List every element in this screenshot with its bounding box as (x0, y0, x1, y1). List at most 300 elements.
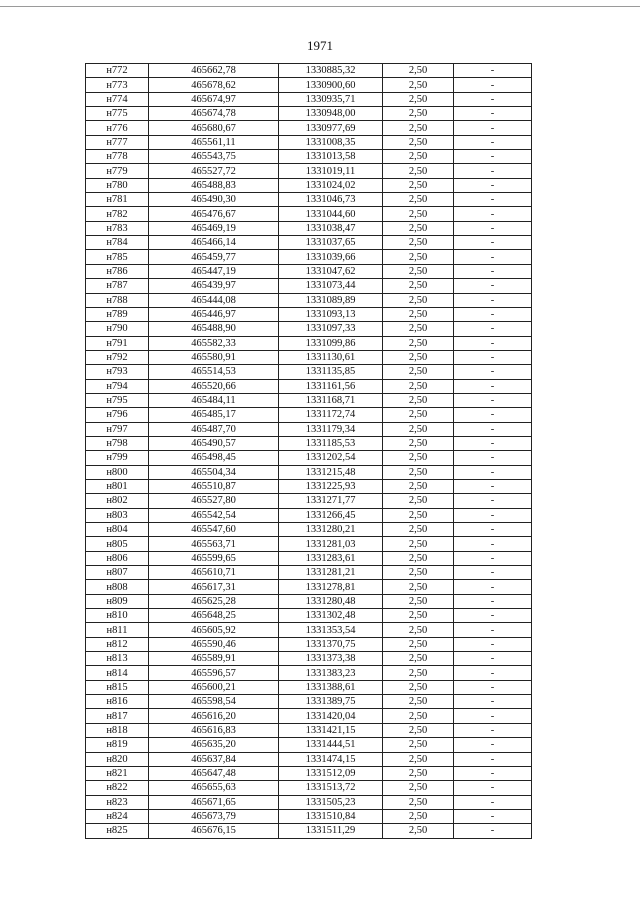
point-id-cell: н800 (86, 465, 149, 479)
x-coordinate-cell: 465637,84 (149, 752, 279, 766)
y-coordinate-cell: 1331373,38 (279, 652, 383, 666)
point-id-cell: н785 (86, 250, 149, 264)
accuracy-cell: 2,50 (383, 336, 454, 350)
y-coordinate-cell: 1331099,86 (279, 336, 383, 350)
description-cell: - (454, 652, 532, 666)
table-row (86, 293, 532, 307)
description-cell: - (454, 279, 532, 293)
x-coordinate-cell: 465476,67 (149, 207, 279, 221)
table-row (86, 824, 532, 838)
table-row (86, 465, 532, 479)
point-id-cell: н773 (86, 78, 149, 92)
x-coordinate-cell: 465610,71 (149, 566, 279, 580)
description-cell: - (454, 121, 532, 135)
table-row (86, 365, 532, 379)
point-id-cell: н789 (86, 307, 149, 321)
table-row (86, 566, 532, 580)
table-row (86, 594, 532, 608)
y-coordinate-cell: 1330977,69 (279, 121, 383, 135)
y-coordinate-cell: 1331161,56 (279, 379, 383, 393)
table-row (86, 623, 532, 637)
accuracy-cell: 2,50 (383, 121, 454, 135)
accuracy-cell: 2,50 (383, 680, 454, 694)
y-coordinate-cell: 1331281,21 (279, 566, 383, 580)
x-coordinate-cell: 465563,71 (149, 537, 279, 551)
y-coordinate-cell: 1331039,66 (279, 250, 383, 264)
accuracy-cell: 2,50 (383, 150, 454, 164)
y-coordinate-cell: 1331511,29 (279, 824, 383, 838)
point-id-cell: н796 (86, 408, 149, 422)
description-cell: - (454, 824, 532, 838)
accuracy-cell: 2,50 (383, 809, 454, 823)
table-row (86, 537, 532, 551)
accuracy-cell: 2,50 (383, 580, 454, 594)
point-id-cell: н788 (86, 293, 149, 307)
table-row (86, 107, 532, 121)
point-id-cell: н809 (86, 594, 149, 608)
x-coordinate-cell: 465504,34 (149, 465, 279, 479)
accuracy-cell: 2,50 (383, 824, 454, 838)
table-row (86, 695, 532, 709)
description-cell: - (454, 193, 532, 207)
accuracy-cell: 2,50 (383, 623, 454, 637)
point-id-cell: н793 (86, 365, 149, 379)
description-cell: - (454, 350, 532, 364)
table-row (86, 336, 532, 350)
x-coordinate-cell: 465676,15 (149, 824, 279, 838)
x-coordinate-cell: 465485,17 (149, 408, 279, 422)
accuracy-cell: 2,50 (383, 594, 454, 608)
accuracy-cell: 2,50 (383, 752, 454, 766)
y-coordinate-cell: 1331097,33 (279, 322, 383, 336)
y-coordinate-cell: 1331280,21 (279, 523, 383, 537)
point-id-cell: н818 (86, 723, 149, 737)
x-coordinate-cell: 465469,19 (149, 221, 279, 235)
point-id-cell: н824 (86, 809, 149, 823)
point-id-cell: н804 (86, 523, 149, 537)
y-coordinate-cell: 1331135,85 (279, 365, 383, 379)
table-row (86, 795, 532, 809)
description-cell: - (454, 293, 532, 307)
point-id-cell: н786 (86, 264, 149, 278)
x-coordinate-cell: 465543,75 (149, 150, 279, 164)
point-id-cell: н791 (86, 336, 149, 350)
table-row (86, 752, 532, 766)
x-coordinate-cell: 465510,87 (149, 479, 279, 493)
y-coordinate-cell: 1331278,81 (279, 580, 383, 594)
table-row (86, 666, 532, 680)
y-coordinate-cell: 1331383,23 (279, 666, 383, 680)
accuracy-cell: 2,50 (383, 178, 454, 192)
description-cell: - (454, 322, 532, 336)
x-coordinate-cell: 465655,63 (149, 781, 279, 795)
accuracy-cell: 2,50 (383, 64, 454, 78)
x-coordinate-cell: 465459,77 (149, 250, 279, 264)
description-cell: - (454, 537, 532, 551)
table-row (86, 307, 532, 321)
point-id-cell: н801 (86, 479, 149, 493)
accuracy-cell: 2,50 (383, 551, 454, 565)
description-cell: - (454, 379, 532, 393)
table-row (86, 479, 532, 493)
x-coordinate-cell: 465678,62 (149, 78, 279, 92)
x-coordinate-cell: 465527,72 (149, 164, 279, 178)
x-coordinate-cell: 465490,30 (149, 193, 279, 207)
accuracy-cell: 2,50 (383, 566, 454, 580)
description-cell: - (454, 92, 532, 106)
description-cell: - (454, 264, 532, 278)
y-coordinate-cell: 1331444,51 (279, 738, 383, 752)
description-cell: - (454, 365, 532, 379)
point-id-cell: н822 (86, 781, 149, 795)
point-id-cell: н806 (86, 551, 149, 565)
description-cell: - (454, 422, 532, 436)
y-coordinate-cell: 1331202,54 (279, 451, 383, 465)
x-coordinate-cell: 465487,70 (149, 422, 279, 436)
description-cell: - (454, 78, 532, 92)
y-coordinate-cell: 1331389,75 (279, 695, 383, 709)
point-id-cell: н792 (86, 350, 149, 364)
point-id-cell: н774 (86, 92, 149, 106)
y-coordinate-cell: 1331215,48 (279, 465, 383, 479)
description-cell: - (454, 164, 532, 178)
x-coordinate-cell: 465600,21 (149, 680, 279, 694)
point-id-cell: н808 (86, 580, 149, 594)
description-cell: - (454, 451, 532, 465)
table-row (86, 451, 532, 465)
y-coordinate-cell: 1331130,61 (279, 350, 383, 364)
table-row (86, 809, 532, 823)
x-coordinate-cell: 465444,08 (149, 293, 279, 307)
table-row (86, 408, 532, 422)
x-coordinate-cell: 465547,60 (149, 523, 279, 537)
table-row (86, 350, 532, 364)
x-coordinate-cell: 465520,66 (149, 379, 279, 393)
x-coordinate-cell: 465490,57 (149, 436, 279, 450)
description-cell: - (454, 135, 532, 149)
description-cell: - (454, 408, 532, 422)
accuracy-cell: 2,50 (383, 523, 454, 537)
x-coordinate-cell: 465590,46 (149, 637, 279, 651)
description-cell: - (454, 695, 532, 709)
x-coordinate-cell: 465662,78 (149, 64, 279, 78)
description-cell: - (454, 523, 532, 537)
description-cell: - (454, 752, 532, 766)
description-cell: - (454, 250, 532, 264)
table-row (86, 551, 532, 565)
accuracy-cell: 2,50 (383, 92, 454, 106)
point-id-cell: н781 (86, 193, 149, 207)
x-coordinate-cell: 465580,91 (149, 350, 279, 364)
table-row (86, 393, 532, 407)
y-coordinate-cell: 1331019,11 (279, 164, 383, 178)
accuracy-cell: 2,50 (383, 236, 454, 250)
accuracy-cell: 2,50 (383, 637, 454, 651)
description-cell: - (454, 178, 532, 192)
point-id-cell: н780 (86, 178, 149, 192)
point-id-cell: н816 (86, 695, 149, 709)
y-coordinate-cell: 1331073,44 (279, 279, 383, 293)
point-id-cell: н778 (86, 150, 149, 164)
x-coordinate-cell: 465616,20 (149, 709, 279, 723)
description-cell: - (454, 781, 532, 795)
accuracy-cell: 2,50 (383, 465, 454, 479)
description-cell: - (454, 551, 532, 565)
table-row (86, 178, 532, 192)
x-coordinate-cell: 465439,97 (149, 279, 279, 293)
point-id-cell: н803 (86, 508, 149, 522)
point-id-cell: н784 (86, 236, 149, 250)
table-row (86, 150, 532, 164)
table-row (86, 121, 532, 135)
accuracy-cell: 2,50 (383, 494, 454, 508)
table-row (86, 92, 532, 106)
description-cell: - (454, 623, 532, 637)
accuracy-cell: 2,50 (383, 264, 454, 278)
y-coordinate-cell: 1331388,61 (279, 680, 383, 694)
x-coordinate-cell: 465647,48 (149, 766, 279, 780)
accuracy-cell: 2,50 (383, 479, 454, 493)
point-id-cell: н814 (86, 666, 149, 680)
x-coordinate-cell: 465648,25 (149, 609, 279, 623)
accuracy-cell: 2,50 (383, 451, 454, 465)
point-id-cell: н799 (86, 451, 149, 465)
description-cell: - (454, 795, 532, 809)
x-coordinate-cell: 465561,11 (149, 135, 279, 149)
description-cell: - (454, 150, 532, 164)
x-coordinate-cell: 465582,33 (149, 336, 279, 350)
x-coordinate-cell: 465596,57 (149, 666, 279, 680)
accuracy-cell: 2,50 (383, 508, 454, 522)
accuracy-cell: 2,50 (383, 250, 454, 264)
description-cell: - (454, 465, 532, 479)
y-coordinate-cell: 1331046,73 (279, 193, 383, 207)
point-id-cell: н807 (86, 566, 149, 580)
description-cell: - (454, 637, 532, 651)
table-row (86, 580, 532, 594)
x-coordinate-cell: 465488,83 (149, 178, 279, 192)
accuracy-cell: 2,50 (383, 322, 454, 336)
y-coordinate-cell: 1331093,13 (279, 307, 383, 321)
x-coordinate-cell: 465484,11 (149, 393, 279, 407)
accuracy-cell: 2,50 (383, 795, 454, 809)
table-row (86, 279, 532, 293)
x-coordinate-cell: 465598,54 (149, 695, 279, 709)
description-cell: - (454, 336, 532, 350)
table-row (86, 508, 532, 522)
y-coordinate-cell: 1331013,58 (279, 150, 383, 164)
x-coordinate-cell: 465616,83 (149, 723, 279, 737)
description-cell: - (454, 566, 532, 580)
point-id-cell: н779 (86, 164, 149, 178)
x-coordinate-cell: 465488,90 (149, 322, 279, 336)
accuracy-cell: 2,50 (383, 723, 454, 737)
table-row (86, 709, 532, 723)
point-id-cell: н782 (86, 207, 149, 221)
y-coordinate-cell: 1331370,75 (279, 637, 383, 651)
point-id-cell: н795 (86, 393, 149, 407)
accuracy-cell: 2,50 (383, 766, 454, 780)
description-cell: - (454, 680, 532, 694)
description-cell: - (454, 221, 532, 235)
y-coordinate-cell: 1331168,71 (279, 393, 383, 407)
point-id-cell: н821 (86, 766, 149, 780)
y-coordinate-cell: 1331044,60 (279, 207, 383, 221)
y-coordinate-cell: 1331172,74 (279, 408, 383, 422)
table-row (86, 250, 532, 264)
table-row (86, 652, 532, 666)
accuracy-cell: 2,50 (383, 379, 454, 393)
y-coordinate-cell: 1331266,45 (279, 508, 383, 522)
table-row (86, 723, 532, 737)
x-coordinate-cell: 465466,14 (149, 236, 279, 250)
page-number: 1971 (307, 38, 333, 53)
point-id-cell: н783 (86, 221, 149, 235)
x-coordinate-cell: 465589,91 (149, 652, 279, 666)
description-cell: - (454, 107, 532, 121)
table-row (86, 236, 532, 250)
x-coordinate-cell: 465446,97 (149, 307, 279, 321)
description-cell: - (454, 307, 532, 321)
description-cell: - (454, 508, 532, 522)
top-rule (0, 6, 640, 7)
x-coordinate-cell: 465635,20 (149, 738, 279, 752)
accuracy-cell: 2,50 (383, 738, 454, 752)
accuracy-cell: 2,50 (383, 78, 454, 92)
table-row (86, 207, 532, 221)
table-row (86, 738, 532, 752)
y-coordinate-cell: 1331271,77 (279, 494, 383, 508)
y-coordinate-cell: 1331512,09 (279, 766, 383, 780)
description-cell: - (454, 766, 532, 780)
description-cell: - (454, 723, 532, 737)
description-cell: - (454, 479, 532, 493)
y-coordinate-cell: 1330900,60 (279, 78, 383, 92)
x-coordinate-cell: 465674,78 (149, 107, 279, 121)
y-coordinate-cell: 1331353,54 (279, 623, 383, 637)
point-id-cell: н812 (86, 637, 149, 651)
accuracy-cell: 2,50 (383, 422, 454, 436)
accuracy-cell: 2,50 (383, 164, 454, 178)
accuracy-cell: 2,50 (383, 709, 454, 723)
x-coordinate-cell: 465514,53 (149, 365, 279, 379)
point-id-cell: н820 (86, 752, 149, 766)
point-id-cell: н805 (86, 537, 149, 551)
x-coordinate-cell: 465447,19 (149, 264, 279, 278)
y-coordinate-cell: 1331185,53 (279, 436, 383, 450)
table-row (86, 322, 532, 336)
accuracy-cell: 2,50 (383, 135, 454, 149)
y-coordinate-cell: 1331037,65 (279, 236, 383, 250)
point-id-cell: н815 (86, 680, 149, 694)
y-coordinate-cell: 1331038,47 (279, 221, 383, 235)
description-cell: - (454, 809, 532, 823)
description-cell: - (454, 393, 532, 407)
description-cell: - (454, 666, 532, 680)
x-coordinate-cell: 465498,45 (149, 451, 279, 465)
point-id-cell: н817 (86, 709, 149, 723)
y-coordinate-cell: 1331225,93 (279, 479, 383, 493)
table-row (86, 766, 532, 780)
description-cell: - (454, 494, 532, 508)
x-coordinate-cell: 465527,80 (149, 494, 279, 508)
accuracy-cell: 2,50 (383, 695, 454, 709)
y-coordinate-cell: 1331047,62 (279, 264, 383, 278)
y-coordinate-cell: 1331281,03 (279, 537, 383, 551)
table-row (86, 436, 532, 450)
y-coordinate-cell: 1331474,15 (279, 752, 383, 766)
y-coordinate-cell: 1331505,23 (279, 795, 383, 809)
accuracy-cell: 2,50 (383, 293, 454, 307)
table-row (86, 523, 532, 537)
x-coordinate-cell: 465617,31 (149, 580, 279, 594)
point-id-cell: н798 (86, 436, 149, 450)
point-id-cell: н797 (86, 422, 149, 436)
coordinates-table (85, 63, 532, 839)
x-coordinate-cell: 465599,65 (149, 551, 279, 565)
table-row (86, 680, 532, 694)
description-cell: - (454, 207, 532, 221)
accuracy-cell: 2,50 (383, 393, 454, 407)
y-coordinate-cell: 1331024,02 (279, 178, 383, 192)
y-coordinate-cell: 1331179,34 (279, 422, 383, 436)
x-coordinate-cell: 465605,92 (149, 623, 279, 637)
accuracy-cell: 2,50 (383, 666, 454, 680)
table-row (86, 221, 532, 235)
x-coordinate-cell: 465542,54 (149, 508, 279, 522)
y-coordinate-cell: 1330885,32 (279, 64, 383, 78)
description-cell: - (454, 609, 532, 623)
point-id-cell: н775 (86, 107, 149, 121)
table-row (86, 164, 532, 178)
y-coordinate-cell: 1331513,72 (279, 781, 383, 795)
y-coordinate-cell: 1331008,35 (279, 135, 383, 149)
accuracy-cell: 2,50 (383, 365, 454, 379)
x-coordinate-cell: 465674,97 (149, 92, 279, 106)
accuracy-cell: 2,50 (383, 537, 454, 551)
accuracy-cell: 2,50 (383, 207, 454, 221)
y-coordinate-cell: 1331302,48 (279, 609, 383, 623)
point-id-cell: н810 (86, 609, 149, 623)
point-id-cell: н802 (86, 494, 149, 508)
table-row (86, 637, 532, 651)
point-id-cell: н776 (86, 121, 149, 135)
x-coordinate-cell: 465673,79 (149, 809, 279, 823)
point-id-cell: н825 (86, 824, 149, 838)
description-cell: - (454, 594, 532, 608)
accuracy-cell: 2,50 (383, 350, 454, 364)
accuracy-cell: 2,50 (383, 221, 454, 235)
description-cell: - (454, 738, 532, 752)
y-coordinate-cell: 1331510,84 (279, 809, 383, 823)
table-row (86, 78, 532, 92)
point-id-cell: н823 (86, 795, 149, 809)
y-coordinate-cell: 1330948,00 (279, 107, 383, 121)
accuracy-cell: 2,50 (383, 781, 454, 795)
accuracy-cell: 2,50 (383, 408, 454, 422)
description-cell: - (454, 64, 532, 78)
description-cell: - (454, 709, 532, 723)
x-coordinate-cell: 465680,67 (149, 121, 279, 135)
table-row (86, 264, 532, 278)
accuracy-cell: 2,50 (383, 609, 454, 623)
point-id-cell: н811 (86, 623, 149, 637)
point-id-cell: н794 (86, 379, 149, 393)
description-cell: - (454, 236, 532, 250)
x-coordinate-cell: 465625,28 (149, 594, 279, 608)
y-coordinate-cell: 1331283,61 (279, 551, 383, 565)
point-id-cell: н772 (86, 64, 149, 78)
